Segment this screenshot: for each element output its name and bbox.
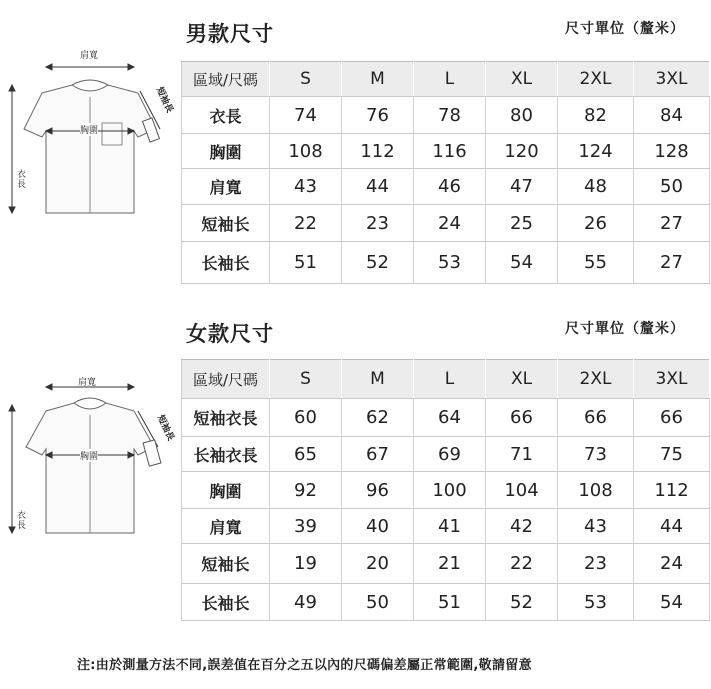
- women-cell: 23: [558, 544, 634, 584]
- women-cell: 21: [414, 544, 486, 584]
- women-cell: 112: [634, 472, 710, 509]
- women-table-row: [182, 509, 710, 544]
- women-cell: 52: [486, 584, 558, 621]
- women-section-title: 女款尺寸: [186, 322, 274, 346]
- men-diagram-label-length: 衣長: [17, 170, 27, 190]
- men-cell: 26: [558, 205, 634, 242]
- women-cell: 108: [558, 472, 634, 509]
- women-row-label: 短袖长: [182, 544, 270, 584]
- women-cell: 64: [414, 399, 486, 437]
- women-cell: 73: [558, 437, 634, 472]
- women-cell: 60: [270, 399, 342, 437]
- women-table-row: [182, 584, 710, 621]
- women-table-row: [182, 544, 710, 584]
- women-header-cell: 2XL: [558, 360, 634, 399]
- women-cell: 92: [270, 472, 342, 509]
- men-cell: 80: [486, 97, 558, 134]
- women-diagram-label-shoulder: 肩寬: [78, 378, 97, 388]
- men-cell: 128: [634, 134, 710, 169]
- men-cell: 22: [270, 205, 342, 242]
- women-size-table: [181, 359, 710, 621]
- measurement-note: 注:由於測量方法不同,誤差值在百分之五以內的尺碼偏差屬正常範圍,敬請留意: [77, 658, 532, 673]
- men-table-row: [182, 242, 710, 284]
- men-header-cell: M: [342, 62, 414, 97]
- men-cell: 44: [342, 169, 414, 205]
- women-row-label: 短袖衣長: [182, 399, 270, 437]
- men-row-label: 肩寬: [182, 169, 270, 205]
- men-header-row: [182, 62, 710, 97]
- men-cell: 54: [486, 242, 558, 284]
- women-cell: 24: [634, 544, 710, 584]
- women-cell: 53: [558, 584, 634, 621]
- women-cell: 71: [486, 437, 558, 472]
- men-cell: 48: [558, 169, 634, 205]
- women-cell: 96: [342, 472, 414, 509]
- women-cell: 104: [486, 472, 558, 509]
- men-unit-label: 尺寸單位（釐米）: [565, 21, 685, 37]
- women-cell: 66: [558, 399, 634, 437]
- men-cell: 52: [342, 242, 414, 284]
- women-cell: 50: [342, 584, 414, 621]
- men-cell: 74: [270, 97, 342, 134]
- men-table-row: [182, 134, 710, 169]
- women-cell: 66: [486, 399, 558, 437]
- women-cell: 42: [486, 509, 558, 544]
- women-cell: 19: [270, 544, 342, 584]
- men-table-row: [182, 205, 710, 242]
- men-cell: 27: [634, 205, 710, 242]
- women-cell: 67: [342, 437, 414, 472]
- women-table-row: [182, 472, 710, 509]
- women-cell: 62: [342, 399, 414, 437]
- women-row-label: 长袖长: [182, 584, 270, 621]
- men-header-cell: S: [270, 62, 342, 97]
- women-diagram-label-length: 衣長: [17, 511, 27, 531]
- women-header-cell: 區域/尺碼: [182, 360, 270, 399]
- women-row-label: 胸圍: [182, 472, 270, 509]
- women-cell: 20: [342, 544, 414, 584]
- women-row-label: 肩寬: [182, 509, 270, 544]
- men-cell: 108: [270, 134, 342, 169]
- women-cell: 49: [270, 584, 342, 621]
- women-table-row: [182, 399, 710, 437]
- women-diagram-label-chest: 胸圍: [80, 449, 98, 462]
- men-cell: 47: [486, 169, 558, 205]
- men-section-title: 男款尺寸: [186, 22, 274, 46]
- women-header-cell: M: [342, 360, 414, 399]
- men-cell: 120: [486, 134, 558, 169]
- men-cell: 112: [342, 134, 414, 169]
- women-cell: 44: [634, 509, 710, 544]
- men-shirt-diagram: [0, 45, 180, 265]
- men-cell: 124: [558, 134, 634, 169]
- men-cell: 51: [270, 242, 342, 284]
- men-header-cell: 區域/尺碼: [182, 62, 270, 97]
- women-header-cell: L: [414, 360, 486, 399]
- men-row-label: 长袖长: [182, 242, 270, 284]
- men-cell: 27: [634, 242, 710, 284]
- men-cell: 53: [414, 242, 486, 284]
- men-cell: 82: [558, 97, 634, 134]
- women-cell: 100: [414, 472, 486, 509]
- men-diagram-label-shoulder: 肩寬: [80, 51, 99, 61]
- men-row-label: 胸圍: [182, 134, 270, 169]
- women-cell: 41: [414, 509, 486, 544]
- women-cell: 22: [486, 544, 558, 584]
- men-cell: 50: [634, 169, 710, 205]
- men-cell: 116: [414, 134, 486, 169]
- men-header-cell: 2XL: [558, 62, 634, 97]
- men-header-cell: 3XL: [634, 62, 710, 97]
- women-cell: 39: [270, 509, 342, 544]
- men-cell: 55: [558, 242, 634, 284]
- men-cell: 43: [270, 169, 342, 205]
- women-row-label: 长袖衣長: [182, 437, 270, 472]
- men-cell: 46: [414, 169, 486, 205]
- men-cell: 76: [342, 97, 414, 134]
- men-row-label: 短袖长: [182, 205, 270, 242]
- men-cell: 78: [414, 97, 486, 134]
- women-table-row: [182, 437, 710, 472]
- women-header-cell: XL: [486, 360, 558, 399]
- men-table-row: [182, 97, 710, 134]
- men-cell: 25: [486, 205, 558, 242]
- women-cell: 54: [634, 584, 710, 621]
- women-cell: 66: [634, 399, 710, 437]
- women-cell: 69: [414, 437, 486, 472]
- women-diagram-label-sleeve: 短袖長: [154, 413, 176, 443]
- men-header-cell: L: [414, 62, 486, 97]
- women-cell: 51: [414, 584, 486, 621]
- men-cell: 23: [342, 205, 414, 242]
- women-shirt-diagram: [0, 365, 180, 585]
- women-cell: 65: [270, 437, 342, 472]
- men-table-row: [182, 169, 710, 205]
- women-cell: 40: [342, 509, 414, 544]
- men-cell: 24: [414, 205, 486, 242]
- men-diagram-label-chest: 胸圍: [80, 123, 98, 136]
- men-size-table: [181, 61, 710, 284]
- women-unit-label: 尺寸單位（釐米）: [565, 321, 685, 337]
- women-cell: 43: [558, 509, 634, 544]
- women-header-cell: S: [270, 360, 342, 399]
- men-cell: 84: [634, 97, 710, 134]
- men-row-label: 衣長: [182, 97, 270, 134]
- women-cell: 75: [634, 437, 710, 472]
- men-diagram-label-sleeve: 短袖長: [153, 85, 175, 115]
- women-header-cell: 3XL: [634, 360, 710, 399]
- men-header-cell: XL: [486, 62, 558, 97]
- women-header-row: [182, 360, 710, 399]
